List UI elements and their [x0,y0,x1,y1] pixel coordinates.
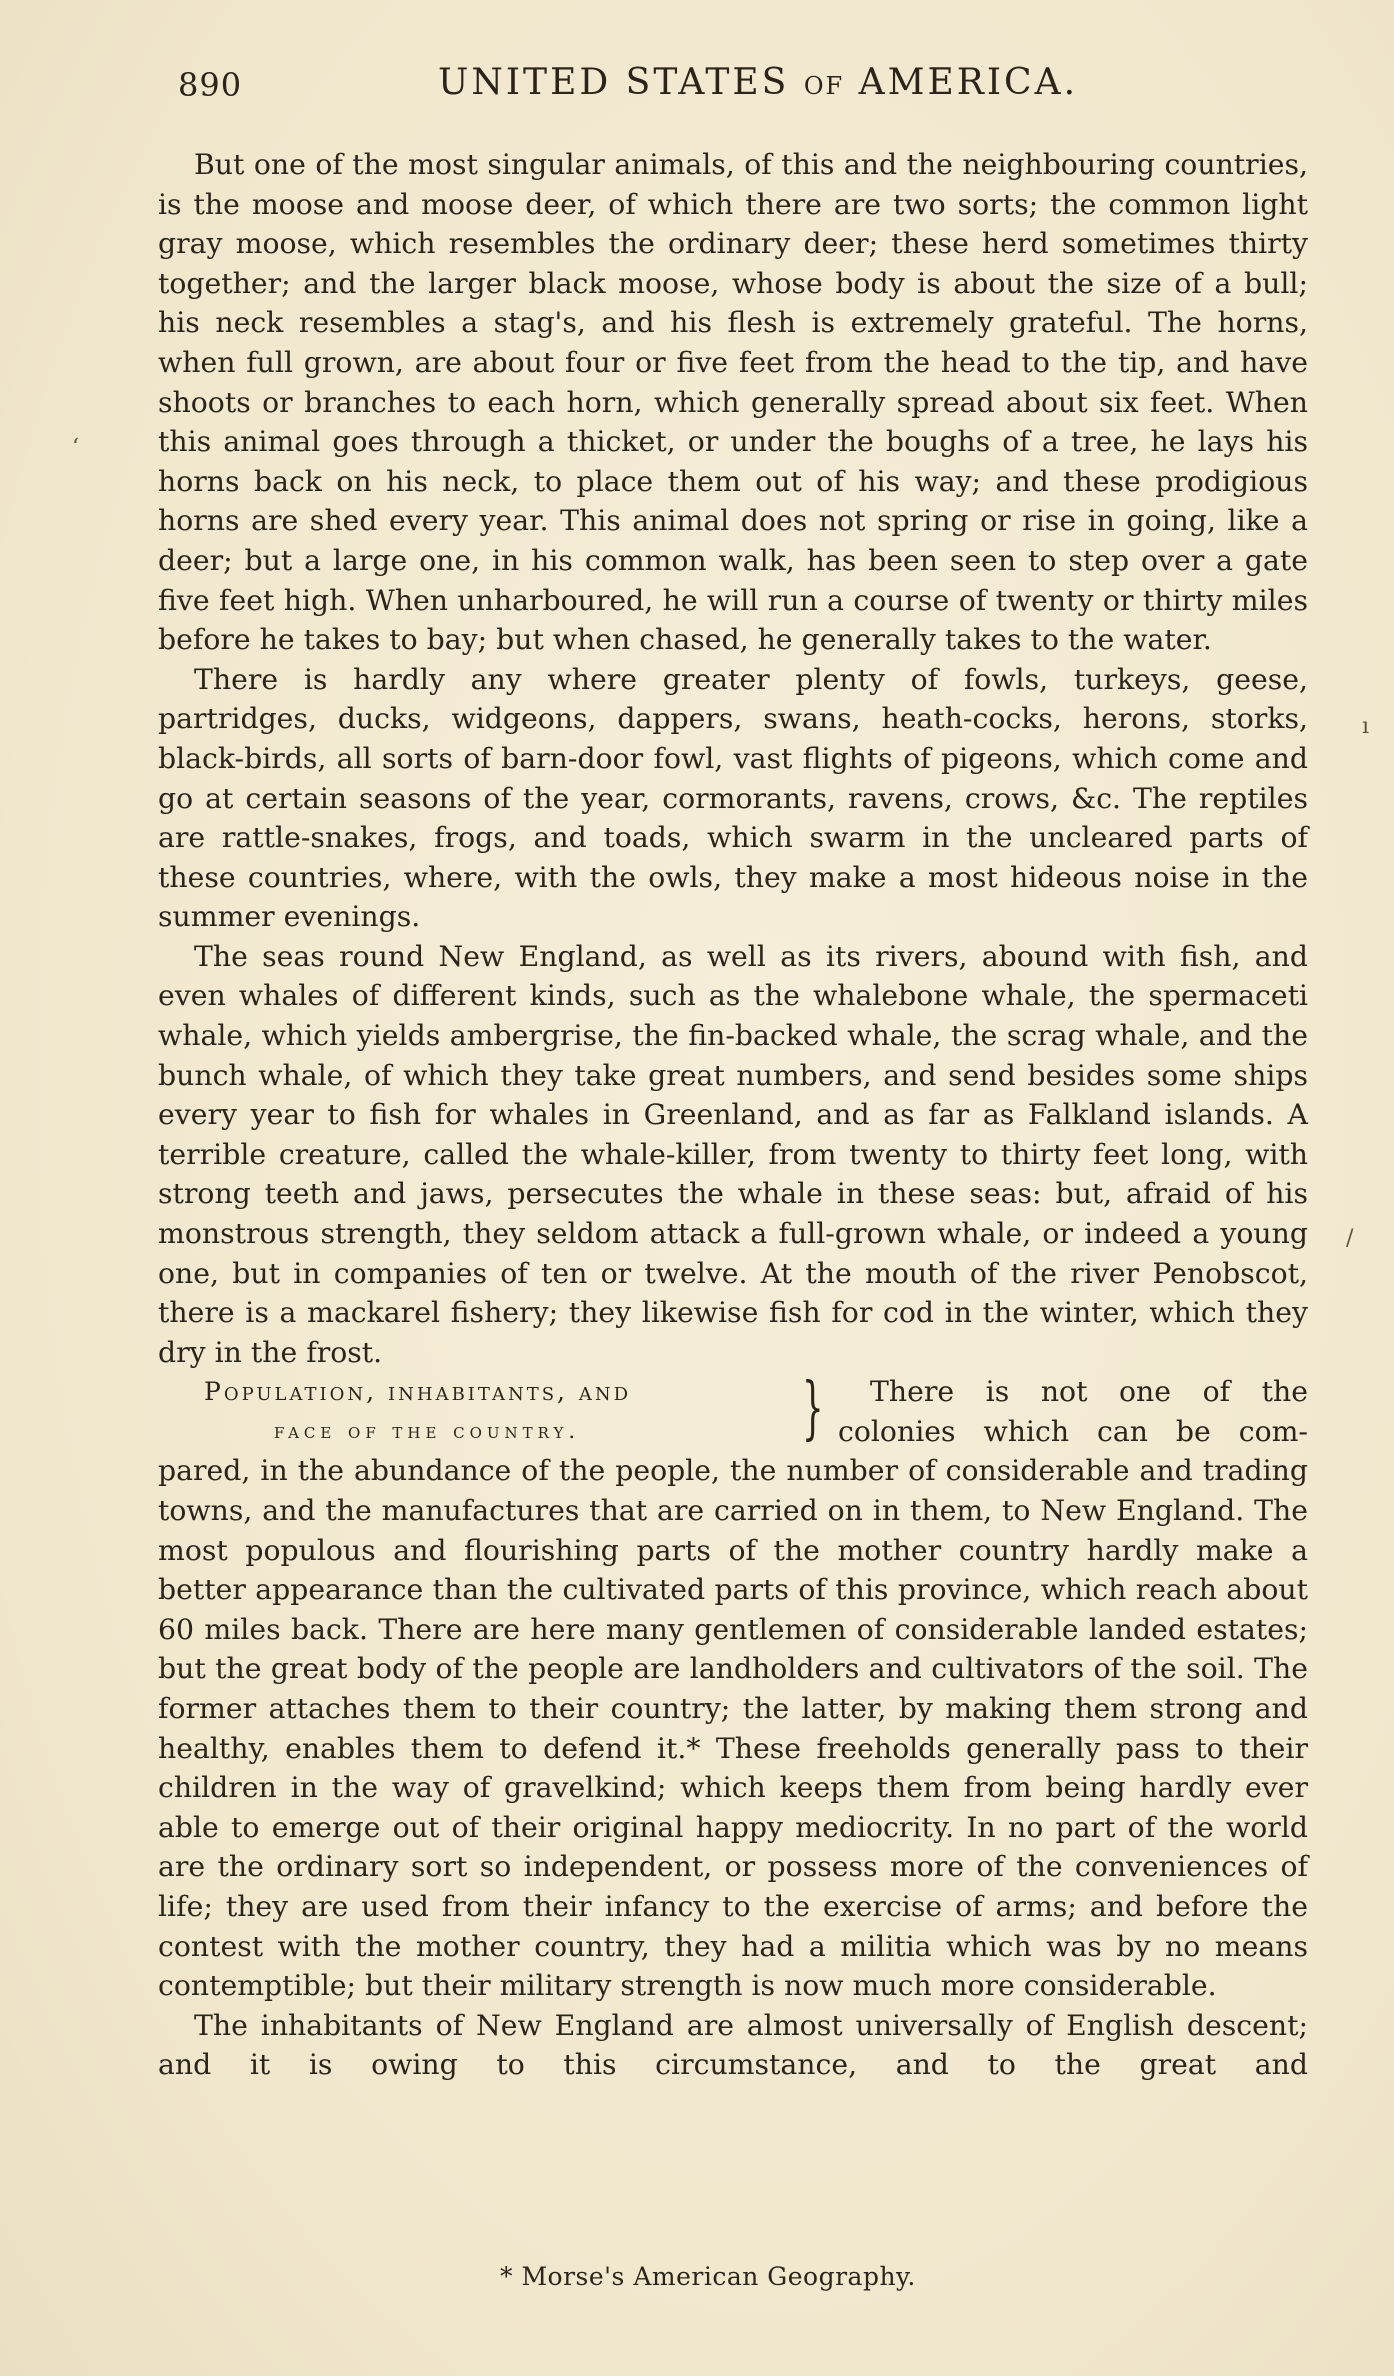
page-header [178,62,1298,122]
brace-glyph: } [802,1369,824,1449]
footnote: * Morse's American Geography. [500,2262,916,2291]
sidehead-text-line1: There is not one of the [870,1375,1308,1409]
sidehead-text-line2: colonies which can be com- [838,1415,1308,1449]
paragraph-moose: But one of the most singular animals, of this and the neighbouring countries, is the moose and moose deer, of which there are two sorts; the common light gray moose, which resembles the ordinary deer; these herd sometimes thirty together; and the larger black moose, whose body is about the size of a bull; his neck resembles a stag's, and his flesh is extremely grateful. The horns, when full grown, are about four or five feet from the head to the tip, and have shoots or branches to each horn, which generally spread about six feet. When this animal goes through a thicket, or under the boughs of a tree, he lays his horns back on his neck, to place them out of his way; and these prodigious horns are shed every year. This animal does not spring or rise in going, like a deer; but a large one, in his common walk, has been seen to step over a gate five feet high. When unharboured, he will run a course of twenty or thirty miles before he takes to bay; but when chased, he generally takes to the water. [158,148,1308,657]
running-head-part2: AMERICA. [858,62,1079,103]
running-head [438,62,1078,103]
running-head-of: OF [803,72,845,100]
margin-mark: ‘ [72,435,79,460]
body-text [158,145,1308,2085]
paragraph-inhabitants: The inhabitants of New England are almost universally of English descent; and it is owing to this circumstance, and to the great and [158,2008,1308,2082]
section-sidehead [158,1369,1308,1451]
margin-mark: / [1346,1226,1354,1251]
sidehead-title-line1: Population, inhabitants, and [204,1377,632,1407]
paragraph-seas: The seas round New England, as well as its rivers, abound with fish, and even whales of different kinds, such as the whalebone whale, the spermaceti whale, which yields ambergrise, the fin-backed whale, the scrag whale, and the bunch whale, of which they take great numbers, and send besides some ships every year to fish for whales in Greenland, and as far as Falkland islands. A terrible creature, called the whale-killer, from twenty to thirty feet long, with strong teeth and jaws, persecutes the whale in these seas: but, afraid of his monstrous strength, they seldom attack a full-grown whale, or indeed a young one, but in companies of ten or twelve. At the mouth of the river Penobscot, there is a mackarel fishery; they likewise fish for cod in the winter, which they dry in the frost. [158,939,1308,1369]
running-head-part1: UNITED STATES [438,62,790,103]
page-number: 890 [178,66,243,104]
paragraph-population: pared, in the abundance of the people, the number of considerable and trading towns, and the manufactures that are carried on in them, to New England. The most populous and flourishing parts of the mother country hardly make a better appearance than the cultivated parts of this province, which reach about 60 miles back. There are here many gentlemen of considerable landed estates; but the great body of the people are landholders and cultivators of the soil. The former attaches them to their country; the latter, by making them strong and healthy, enables them to defend it.* These freeholds generally pass to their children in the way of gravelkind; which keeps them from being hardly ever able to emerge out of their original happy mediocrity. In no part of the world are the ordinary sort so independent, or possess more of the conveniences of life; they are used from their infancy to the exercise of arms; and before the contest with the mother country, they had a militia which was by no means contemptible; but their military strength is now much more considerable. [158,1454,1308,2003]
sidehead-title-line2: face of the country. [274,1419,581,1444]
margin-mark: ı [1362,714,1370,739]
paragraph-fowls: There is hardly any where greater plenty of fowls, turkeys, geese, partridges, ducks, widgeons, dappers, swans, heath-cocks, herons, storks, black-birds, all sorts of barn-door fowl, vast flights of pigeons, which come and go at certain seasons of the year, cormorants, ravens, crows, &c. The reptiles are rattle-snakes, frogs, and toads, which swarm in the uncleared parts of these countries, where, with the owls, they make a most hideous noise in the summer evenings. [158,662,1308,934]
